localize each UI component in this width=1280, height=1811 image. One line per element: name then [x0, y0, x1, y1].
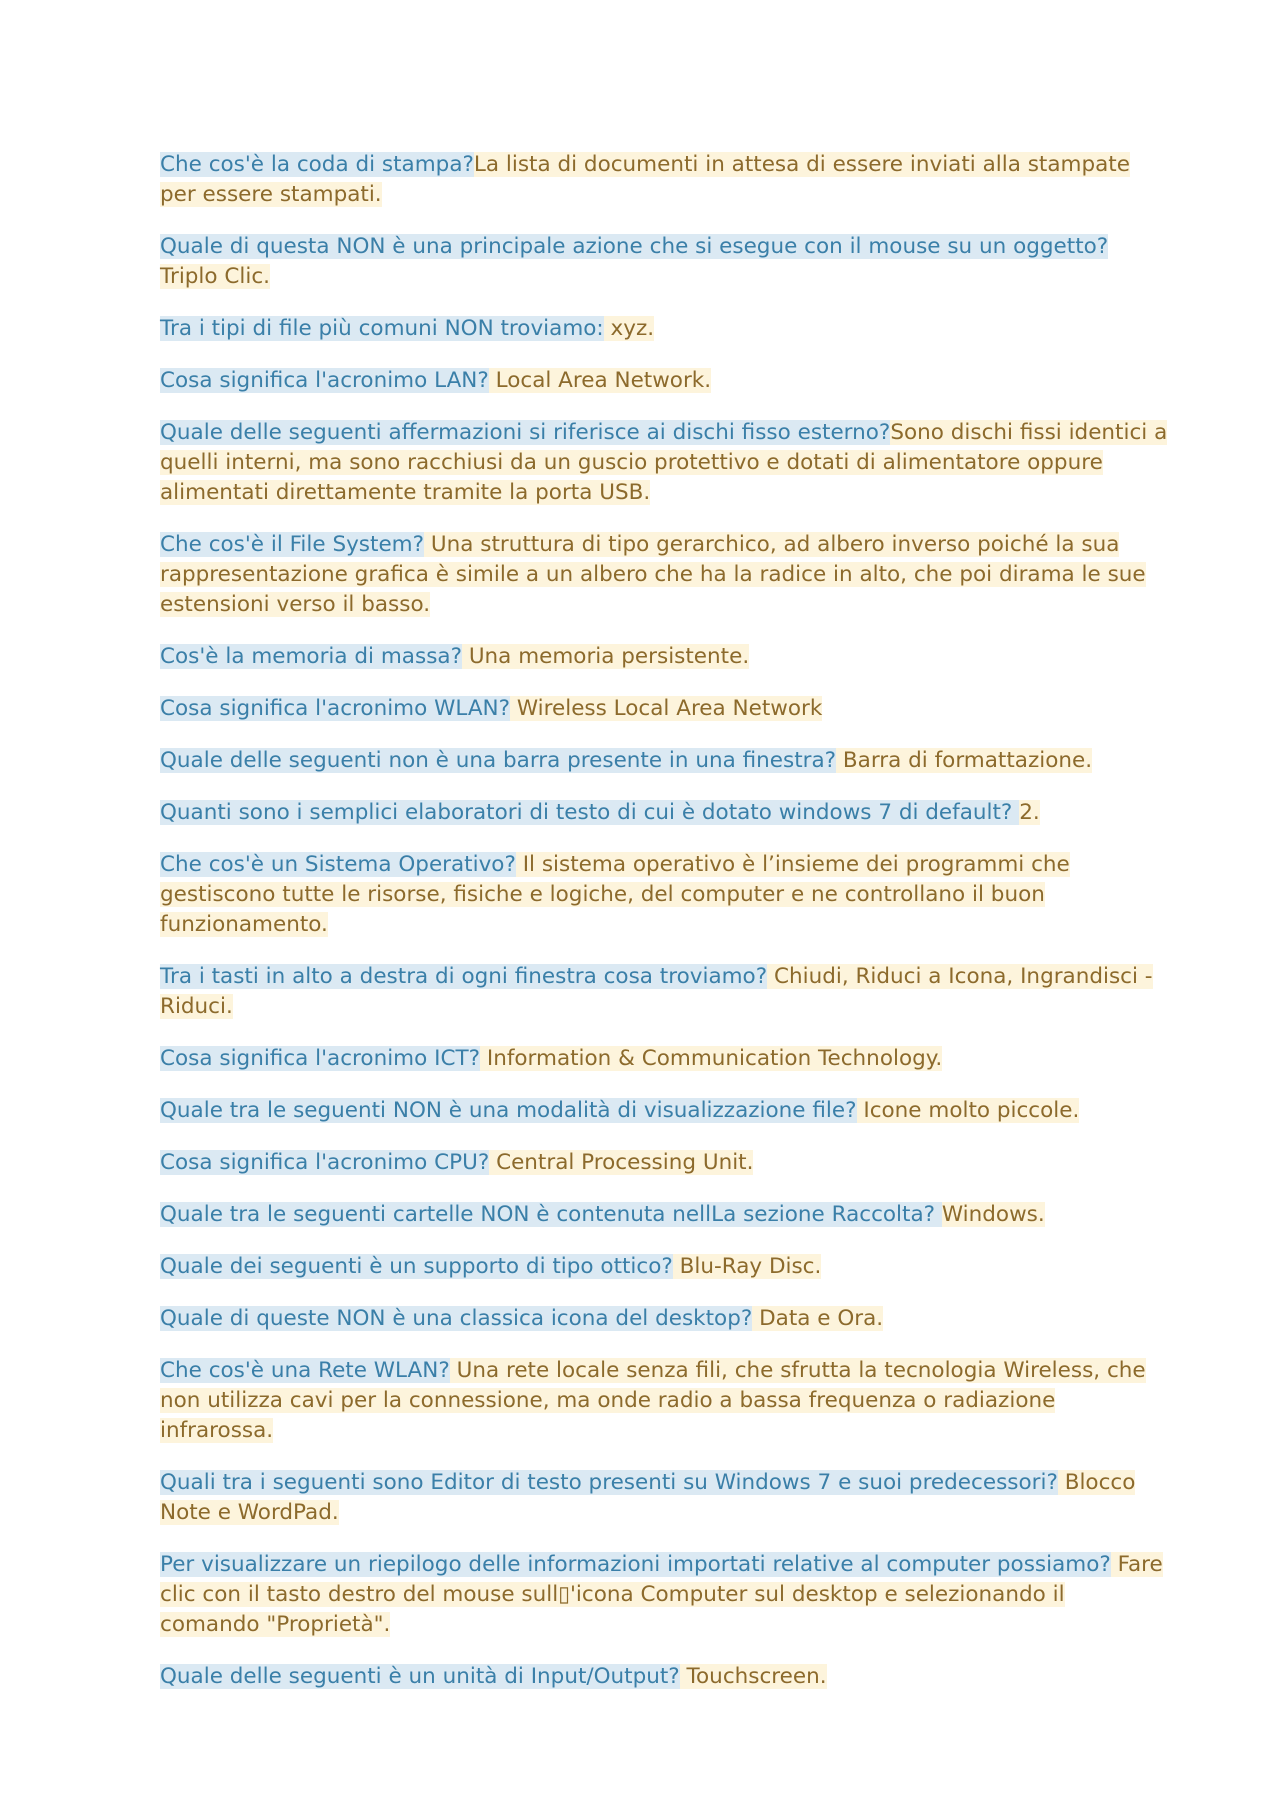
question-text: Cosa significa l'acronimo WLAN? [160, 696, 511, 721]
qa-item [160, 314, 1170, 344]
qa-item [160, 366, 1170, 396]
qa-item [160, 1044, 1170, 1074]
qa-item [160, 798, 1170, 828]
question-text: Tra i tasti in alto a destra di ogni finestra cosa troviamo? [160, 964, 768, 989]
document-page [160, 150, 1170, 1714]
answer-text: Fare clic con il tasto destro del mouse sull▯'icona Computer sul desktop e selezionando il comando "Proprietà". [160, 1552, 1163, 1637]
qa-item [160, 962, 1170, 1022]
answer-text: Una rete locale senza fili, che sfrutta la tecnologia Wireless, che non utilizza cavi per la connessione, ma onde radio a bassa frequenza o radiazione infrarossa. [160, 1358, 1146, 1443]
question-text: Che cos'è il File System? [160, 532, 425, 557]
question-text: Quale tra le seguenti NON è una modalità di visualizzazione file? [160, 1098, 857, 1123]
qa-item [160, 1304, 1170, 1334]
question-text: Quale delle seguenti è un unità di Input/Output? [160, 1664, 680, 1689]
qa-item [160, 850, 1170, 940]
answer-text: Blu-Ray Disc. [672, 1254, 822, 1279]
answer-text: Information & Communication Technology. [480, 1046, 943, 1071]
qa-item [160, 1096, 1170, 1126]
qa-item [160, 1200, 1170, 1230]
answer-text: Wireless Local Area Network [510, 696, 823, 721]
qa-item [160, 418, 1170, 508]
question-text: Quale delle seguenti non è una barra presente in una finestra? [160, 748, 837, 773]
answer-text: Blocco Note e WordPad. [160, 1470, 1136, 1525]
answer-text: Una struttura di tipo gerarchico, ad albero inverso poiché la sua rappresentazione grafica è simile a un albero che ha la radice in alto, che poi dirama le sue estensioni verso il basso. [160, 532, 1146, 617]
answer-text: Central Processing Unit. [489, 1150, 754, 1175]
qa-item [160, 1252, 1170, 1282]
question-text: Quanti sono i semplici elaboratori di testo di cui è dotato windows 7 di default? [160, 800, 1020, 825]
answer-text: Local Area Network. [488, 368, 712, 393]
qa-item [160, 642, 1170, 672]
qa-item [160, 1550, 1170, 1640]
qa-item [160, 1356, 1170, 1446]
question-text: Cosa significa l'acronimo CPU? [160, 1150, 490, 1175]
answer-text: Una memoria persistente. [461, 644, 750, 669]
answer-text: Touchscreen. [679, 1664, 827, 1689]
question-text: Quali tra i seguenti sono Editor di testo presenti su Windows 7 e suoi predecessori? [160, 1470, 1058, 1495]
question-text: Che cos'è una Rete WLAN? [160, 1358, 450, 1383]
question-text: Che cos'è la coda di stampa? [160, 152, 474, 177]
qa-item [160, 1468, 1170, 1528]
question-text: Quale delle seguenti affermazioni si riferisce ai dischi fisso esterno? [160, 420, 891, 445]
question-text: Cosa significa l'acronimo LAN? [160, 368, 489, 393]
question-text: Quale di questa NON è una principale azione che si esegue con il mouse su un oggetto? [160, 234, 1109, 259]
answer-text: Triplo Clic. [160, 264, 271, 289]
answer-text: Windows. [941, 1202, 1045, 1227]
answer-text: xyz. [603, 316, 655, 341]
question-text: Che cos'è un Sistema Operativo? [160, 852, 516, 877]
answer-text: Icone molto piccole. [856, 1098, 1080, 1123]
answer-text: Barra di formattazione. [836, 748, 1093, 773]
answer-text: La lista di documenti in attesa di essere inviati alla stampate per essere stampati. [160, 152, 1130, 207]
question-text: Cosa significa l'acronimo ICT? [160, 1046, 481, 1071]
qa-item [160, 150, 1170, 210]
qa-item [160, 746, 1170, 776]
answer-text: Data e Ora. [752, 1306, 884, 1331]
qa-item [160, 232, 1170, 292]
qa-item [160, 694, 1170, 724]
qa-item [160, 1662, 1170, 1692]
question-text: Per visualizzare un riepilogo delle informazioni importati relative al computer possiamo? [160, 1552, 1111, 1577]
qa-item [160, 530, 1170, 620]
question-text: Quale dei seguenti è un supporto di tipo ottico? [160, 1254, 673, 1279]
answer-text: Sono dischi fissi identici a quelli interni, ma sono racchiusi da un guscio protettivo e dotati di alimentatore oppure alimentati direttamente tramite la porta USB. [160, 420, 1168, 505]
answer-text: 2. [1019, 800, 1040, 825]
answer-text: Il sistema operativo è l’insieme dei programmi che gestiscono tutte le risorse, fisiche e logiche, del computer e ne controllano il buon funzionamento. [160, 852, 1070, 937]
qa-item [160, 1148, 1170, 1178]
question-text: Quale tra le seguenti cartelle NON è contenuta nellLa sezione Raccolta? [160, 1202, 942, 1227]
question-text: Quale di queste NON è una classica icona del desktop? [160, 1306, 753, 1331]
answer-text: Chiudi, Riduci a Icona, Ingrandisci - Riduci. [160, 964, 1153, 1019]
question-text: Tra i tipi di file più comuni NON troviamo: [160, 316, 604, 341]
question-text: Cos'è la memoria di massa? [160, 644, 462, 669]
